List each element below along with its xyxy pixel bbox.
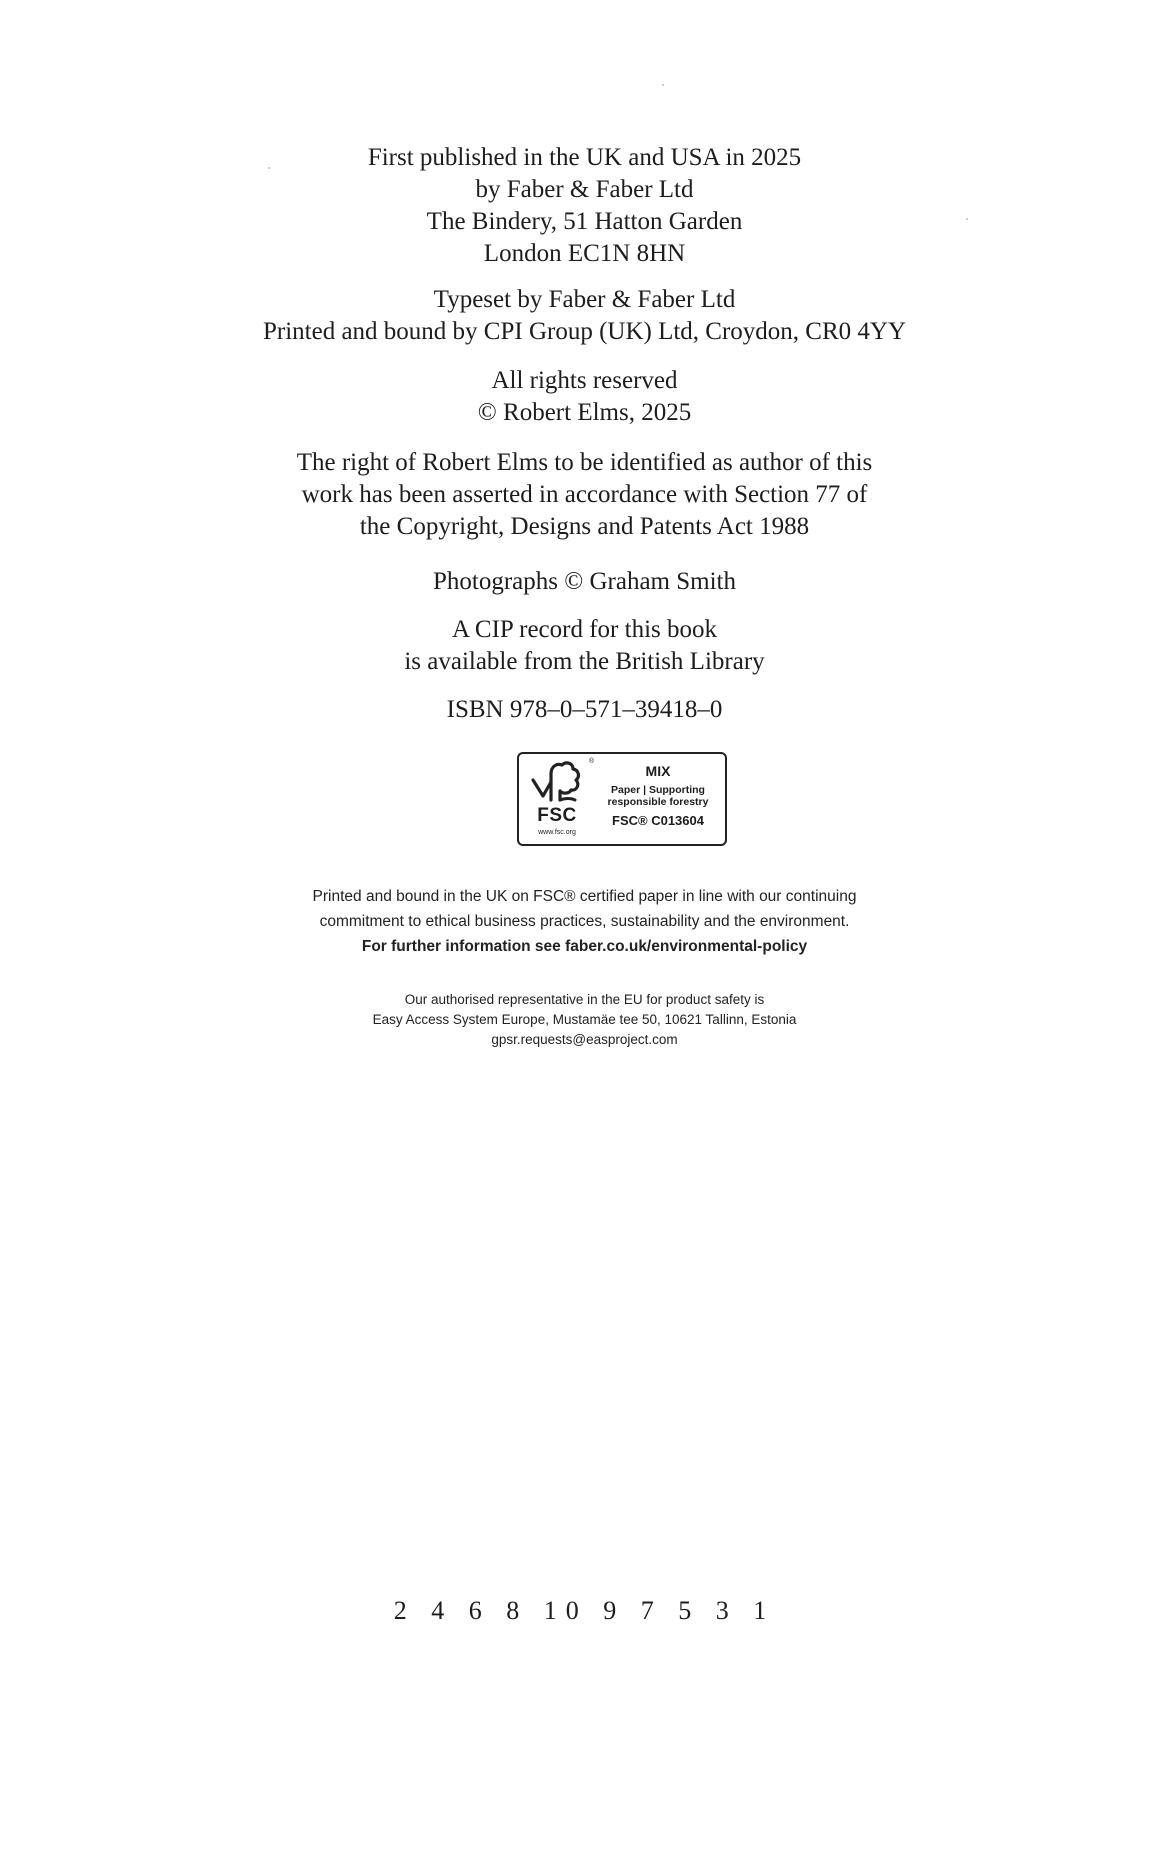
- moral-rights-line: The right of Robert Elms to be identified as author of this: [296, 449, 873, 476]
- photographs-credit-block: [0, 566, 1169, 598]
- publisher-line: First published in the UK and USA in 2025: [367, 144, 802, 171]
- typeset-line: Typeset by Faber & Faber Ltd: [433, 286, 736, 313]
- publisher-line: The Bindery, 51 Hatton Garden: [426, 208, 743, 235]
- eu-rep-address: Easy Access System Europe, Mustamäe tee 50, 10621 Tallinn, Estonia: [372, 1012, 797, 1027]
- rights-block: [0, 365, 1169, 429]
- fsc-forestry-line: responsible forestry: [607, 796, 709, 808]
- photographs-credit: Photographs © Graham Smith: [432, 568, 736, 595]
- fsc-label: [595, 762, 721, 829]
- rights-reserved: All rights reserved: [491, 367, 678, 394]
- fsc-tree-icon: [527, 760, 585, 806]
- moral-rights-block: [0, 447, 1169, 543]
- cip-block: [0, 614, 1169, 678]
- environment-notice: [0, 884, 1169, 959]
- printer-key: 2 4 6 8 10 9 7 5 3 1: [393, 1596, 776, 1625]
- publisher-line: by Faber & Faber Ltd: [475, 176, 694, 203]
- fsc-paper-line: Paper | Supporting: [611, 784, 705, 796]
- moral-rights-line: the Copyright, Designs and Patents Act 1988: [359, 513, 810, 540]
- cip-line: is available from the British Library: [404, 648, 765, 675]
- cip-line: A CIP record for this book: [451, 616, 717, 643]
- copyright-notice: © Robert Elms, 2025: [477, 399, 692, 426]
- environment-policy-link: For further information see faber.co.uk/environmental-policy: [361, 938, 808, 955]
- eu-rep-email: gpsr.requests@easproject.com: [491, 1032, 678, 1047]
- fsc-logo: [517, 752, 727, 846]
- fsc-wordmark: FSC: [537, 805, 577, 826]
- publisher-line: London EC1N 8HN: [483, 240, 686, 267]
- environment-line: Printed and bound in the UK on FSC® certified paper in line with our continuing: [312, 888, 857, 905]
- isbn: ISBN 978–0–571–39418–0: [446, 696, 723, 723]
- eu-rep-line: Our authorised representative in the EU for product safety is: [404, 992, 765, 1007]
- publisher-block: [0, 142, 1169, 270]
- typeset-block: [0, 284, 1169, 348]
- scan-speck: [662, 84, 664, 86]
- environment-line: commitment to ethical business practices, sustainability and the environment.: [319, 913, 850, 930]
- moral-rights-line: work has been asserted in accordance with Section 77 of: [301, 481, 868, 508]
- eu-representative-notice: [0, 990, 1169, 1050]
- isbn-block: [0, 694, 1169, 726]
- printer-line: Printed and bound by CPI Group (UK) Ltd, Croydon, CR0 4YY: [262, 318, 907, 345]
- fsc-mix-label: MIX: [645, 763, 671, 779]
- fsc-licence-code: FSC® C013604: [612, 813, 704, 828]
- fsc-mark: [523, 758, 595, 842]
- fsc-website: www.fsc.org: [538, 829, 576, 836]
- fsc-registered-mark: ®: [589, 758, 595, 765]
